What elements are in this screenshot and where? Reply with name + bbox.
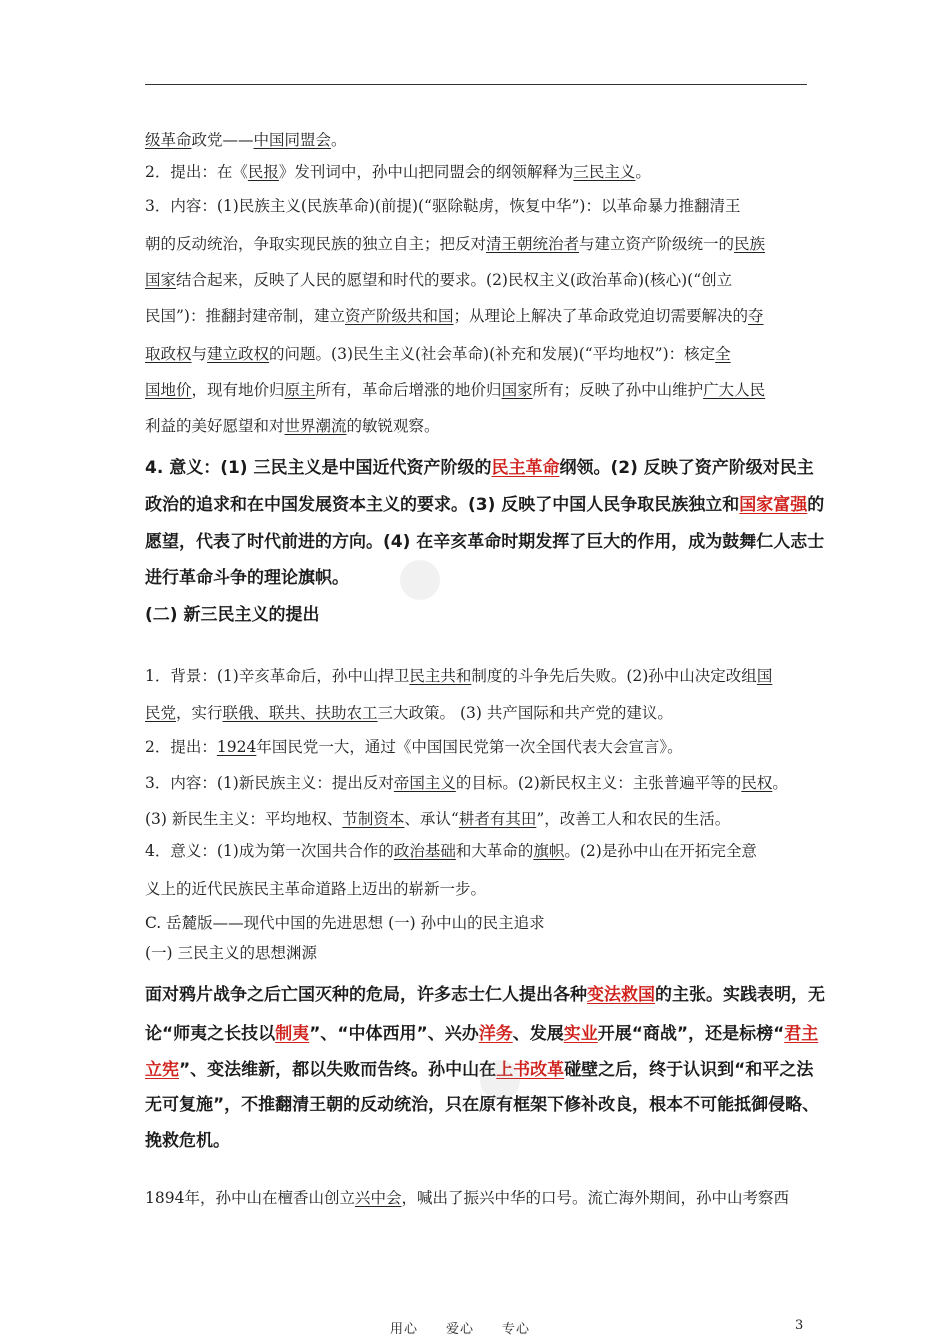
text-run: 开展“商战”，还是标榜“ bbox=[597, 1024, 785, 1044]
text-run: 所有，革命后增涨的地价归 bbox=[315, 381, 502, 399]
text-line bbox=[145, 453, 814, 478]
text-run: 政党—— bbox=[191, 131, 254, 149]
text-run: (一) 三民主义的思想渊源 bbox=[145, 944, 318, 962]
text-line bbox=[145, 664, 772, 686]
text-line bbox=[145, 701, 673, 723]
underlined-term: 节制资本 bbox=[342, 810, 405, 828]
text-run: 进行革命斗争的理论旗帜。 bbox=[145, 568, 349, 588]
underlined-term: 变法救国 bbox=[587, 985, 655, 1005]
underlined-term: 中国同盟会 bbox=[253, 131, 332, 149]
underlined-term: 国家 bbox=[501, 381, 533, 399]
text-run: ”，改善工人和农民的生活。 bbox=[536, 810, 731, 828]
text-line bbox=[145, 268, 732, 290]
text-line bbox=[145, 839, 757, 861]
underlined-term: 耕者有其田 bbox=[458, 810, 537, 828]
underlined-term: 民主革命 bbox=[491, 458, 560, 478]
text-line bbox=[145, 527, 824, 552]
underlined-term: 全 bbox=[715, 345, 731, 363]
text-run: 碰壁之后，终于认识到“和平之法 bbox=[564, 1060, 814, 1080]
underlined-term: 实业 bbox=[563, 1024, 598, 1044]
text-run: 与 bbox=[191, 345, 208, 363]
underlined-term: 广大人民 bbox=[703, 381, 766, 399]
text-line bbox=[145, 911, 545, 933]
text-run: 。(2)是孙中山在开拓完全意 bbox=[564, 842, 757, 860]
text-run: 2．提出：在《 bbox=[145, 163, 248, 181]
text-run: 制度的斗争先后失败。(2)孙中山决定改组 bbox=[471, 667, 757, 685]
text-run: ”、“中体西用”、兴办 bbox=[309, 1024, 479, 1044]
text-line bbox=[145, 342, 731, 364]
text-run: 2．提出： bbox=[145, 738, 217, 756]
underlined-term: 民族 bbox=[734, 235, 766, 253]
text-run: 。 bbox=[772, 774, 788, 792]
underlined-term: 上书改革 bbox=[496, 1060, 565, 1080]
text-run: (3) 新民生主义：平均地权、 bbox=[145, 810, 343, 828]
text-run: 1894年，孙中山在檀香山创立 bbox=[145, 1189, 355, 1207]
underlined-term: 帝国主义 bbox=[393, 774, 456, 792]
underlined-term: 民权 bbox=[741, 774, 773, 792]
watermark-icon bbox=[480, 1060, 520, 1100]
text-line bbox=[145, 414, 440, 436]
header-rule bbox=[145, 84, 807, 85]
text-line bbox=[145, 735, 683, 757]
text-line bbox=[145, 304, 764, 326]
underlined-term: 洋务 bbox=[478, 1024, 513, 1044]
underlined-term: 国家 bbox=[145, 271, 177, 289]
underlined-term: 旗帜 bbox=[533, 842, 565, 860]
text-run: 政治的追求和在中国发展资本主义的要求。(3) 反映了中国人民争取民族独立和 bbox=[145, 495, 740, 515]
text-run: 无可复施”，不推翻清王朝的反动统治，只在原有框架下修补改良，根本不可能抵御侵略、 bbox=[145, 1095, 820, 1115]
underlined-term: 政治基础 bbox=[393, 842, 456, 860]
underlined-term: 民主共和 bbox=[409, 667, 472, 685]
underlined-term: 三民主义 bbox=[573, 163, 636, 181]
underlined-term: 取政权 bbox=[145, 345, 192, 363]
underlined-term: 级革命 bbox=[145, 131, 192, 149]
text-run: 论“师夷之长技以 bbox=[145, 1024, 276, 1044]
text-run: ，现有地价归 bbox=[191, 381, 285, 399]
text-run: 挽救危机。 bbox=[145, 1131, 230, 1151]
text-run: ，实行 bbox=[176, 704, 223, 722]
text-run: 。 bbox=[331, 131, 347, 149]
text-run: 利益的美好愿望和对 bbox=[145, 417, 285, 435]
underlined-term: 国地价 bbox=[145, 381, 192, 399]
text-line bbox=[145, 1055, 813, 1080]
text-run: ，喊出了振兴中华的口号。流亡海外期间，孙中山考察西 bbox=[401, 1189, 789, 1207]
text-run: 的目标。(2)新民权主义：主张普遍平等的 bbox=[455, 774, 742, 792]
page-number: 3 bbox=[795, 1318, 804, 1333]
text-run: 纲领。(2) 反映了资产阶级对民主 bbox=[559, 458, 814, 478]
text-run: 3．内容：(1)新民族主义：提出反对 bbox=[145, 774, 394, 792]
text-run: 和大革命的 bbox=[455, 842, 534, 860]
text-line bbox=[145, 877, 486, 899]
text-run: 。 bbox=[635, 163, 651, 181]
text-line bbox=[145, 600, 319, 625]
underlined-term: 清王朝统治者 bbox=[486, 235, 580, 253]
text-run: 朝的反动统治，争取实现民族的独立自主；把反对 bbox=[145, 235, 487, 253]
text-line bbox=[145, 128, 347, 150]
text-run: 3．内容：(1)民族主义(民族革命)(前提)(“驱除鞑虏，恢复中华”)：以革命暴力推翻清王 bbox=[145, 197, 741, 215]
text-line bbox=[145, 980, 825, 1005]
text-run: ”、变法维新，都以失败而告终。孙中山在 bbox=[179, 1060, 497, 1080]
footer-motto: 用心 爱心 专心 bbox=[390, 1322, 531, 1337]
underlined-term: 君主 bbox=[784, 1024, 819, 1044]
underlined-term: 国家富强 bbox=[739, 495, 808, 515]
underlined-term: 夺 bbox=[748, 307, 764, 325]
text-line bbox=[145, 1126, 230, 1151]
text-line bbox=[145, 807, 730, 829]
text-line bbox=[145, 941, 317, 963]
text-run: 》发刊词中，孙中山把同盟会的纲领解释为 bbox=[278, 163, 574, 181]
underlined-term: 民报 bbox=[247, 163, 279, 181]
text-line bbox=[145, 490, 824, 515]
underlined-term: 立宪 bbox=[145, 1060, 179, 1080]
text-run: 1．背景：(1)辛亥革命后，孙中山捍卫 bbox=[145, 667, 410, 685]
text-run: ；从理论上解决了革命政党迫切需要解决的 bbox=[453, 307, 749, 325]
text-run: 三大政策。 (3) 共产国际和共产党的建议。 bbox=[377, 704, 673, 722]
text-line bbox=[145, 232, 765, 254]
text-run: 与建立资产阶级统一的 bbox=[579, 235, 735, 253]
text-run: 的主张。实践表明，无 bbox=[655, 985, 825, 1005]
text-run: 年国民党一大，通过《中国国民党第一次全国代表大会宣言》。 bbox=[256, 738, 683, 756]
text-run: 4. 意义：(1) 三民主义是中国近代资产阶级的 bbox=[145, 458, 492, 478]
underlined-term: 原主 bbox=[284, 381, 316, 399]
text-line bbox=[145, 1090, 819, 1115]
underlined-term: 世界潮流 bbox=[284, 417, 347, 435]
text-line bbox=[145, 1186, 789, 1208]
text-run: (二) 新三民主义的提出 bbox=[145, 605, 320, 625]
text-line bbox=[145, 378, 765, 400]
text-line bbox=[145, 160, 651, 182]
text-run: 面对鸦片战争之后亡国灭种的危局，许多志士仁人提出各种 bbox=[145, 985, 587, 1005]
text-run: 4．意义：(1)成为第一次国共合作的 bbox=[145, 842, 394, 860]
text-run: 的问题。(3)民生主义(社会革命)(补充和发展)(“平均地权”)：核定 bbox=[269, 345, 716, 363]
text-run: 义上的近代民族民主革命道路上迈出的崭新一步。 bbox=[145, 880, 487, 898]
text-run: 的 bbox=[807, 495, 825, 515]
underlined-term: 1924 bbox=[216, 738, 257, 756]
text-run: 、承认“ bbox=[404, 810, 459, 828]
underlined-term: 资产阶级共和国 bbox=[344, 307, 454, 325]
text-run: 所有；反映了孙中山维护 bbox=[532, 381, 704, 399]
text-run: 结合起来，反映了人民的愿望和时代的要求。(2)民权主义(政治革命)(核心)(“创立 bbox=[176, 271, 733, 289]
text-line bbox=[145, 1019, 818, 1044]
text-run: 的敏锐观察。 bbox=[346, 417, 440, 435]
text-line bbox=[145, 563, 349, 588]
underlined-term: 国 bbox=[756, 667, 773, 685]
watermark-icon bbox=[400, 560, 440, 600]
underlined-term: 建立政权 bbox=[207, 345, 270, 363]
underlined-term: 民党 bbox=[145, 704, 177, 722]
underlined-term: 制夷 bbox=[275, 1024, 310, 1044]
text-run: C. 岳麓版——现代中国的先进思想 (一) 孙中山的民主追求 bbox=[145, 914, 545, 932]
text-run: 愿望，代表了时代前进的方向。(4) 在辛亥革命时期发挥了巨大的作用，成为鼓舞仁人志士 bbox=[145, 532, 825, 552]
text-run: 、发展 bbox=[512, 1024, 564, 1044]
text-line bbox=[145, 771, 788, 793]
text-run: 民国”)：推翻封建帝制，建立 bbox=[145, 307, 345, 325]
underlined-term: 联俄、联共、扶助农工 bbox=[222, 704, 378, 722]
text-line bbox=[145, 194, 740, 216]
underlined-term: 兴中会 bbox=[354, 1189, 402, 1207]
